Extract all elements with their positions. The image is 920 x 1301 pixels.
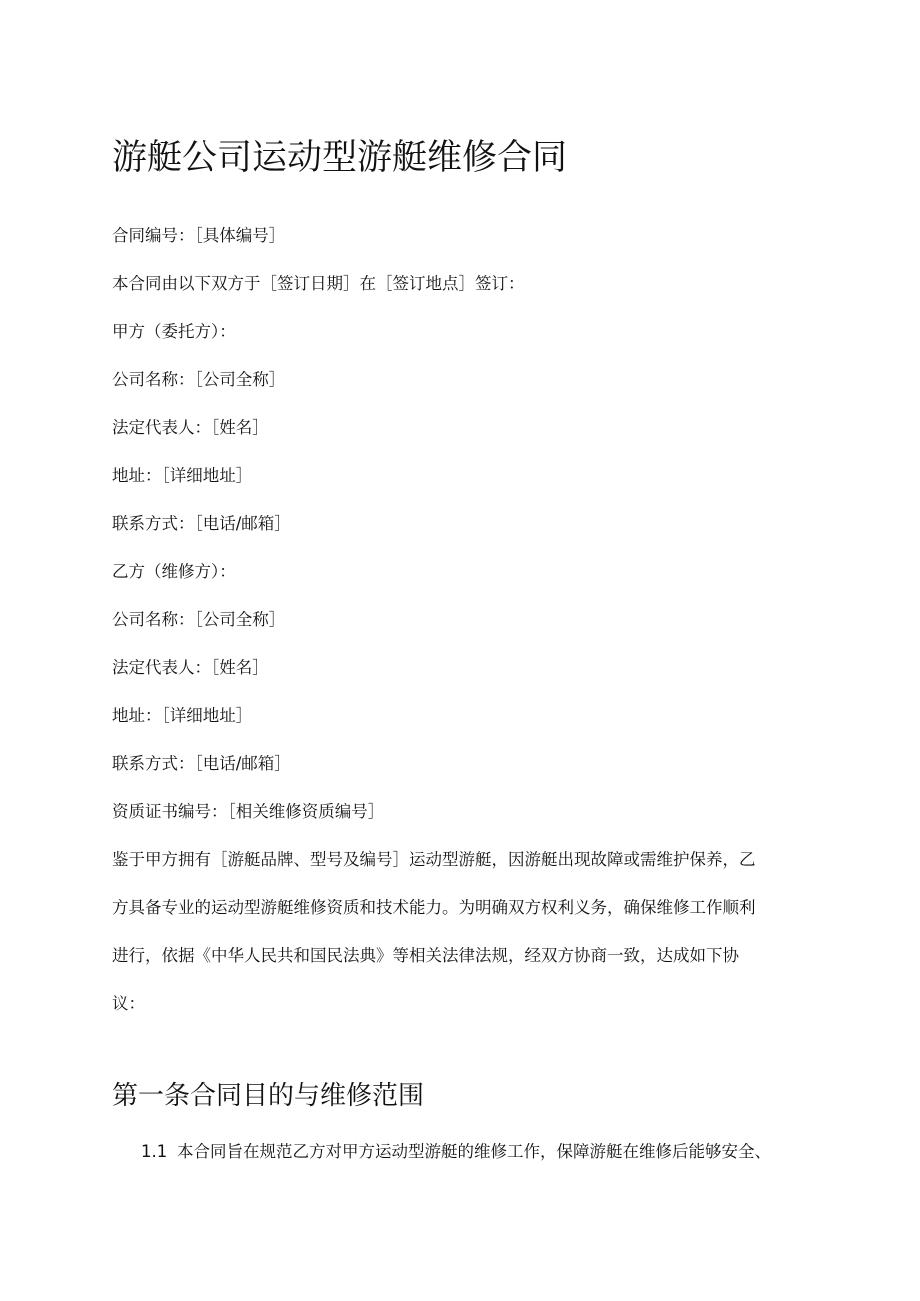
preamble-line: 鉴于甲方拥有［游艇品牌、型号及编号］运动型游艇，因游艇出现故障或需维护保养，乙	[112, 850, 756, 869]
party-a-heading: 甲方（委托方）：	[112, 322, 236, 341]
clause-text: 本合同旨在规范乙方对甲方运动型游艇的维修工作，保障游艇在维修后能够安全、	[177, 1142, 771, 1161]
party-a-address: 地址：［详细地址］	[112, 466, 253, 485]
contract-number-line: 合同编号：［具体编号］	[112, 226, 286, 245]
signing-info-line: 本合同由以下双方于［签订日期］在［签订地点］签订：	[112, 274, 525, 293]
party-b-address: 地址：［详细地址］	[112, 706, 253, 725]
document-title: 游艇公司运动型游艇维修合同	[112, 138, 568, 178]
party-a-legal-representative: 法定代表人：［姓名］	[112, 418, 269, 437]
party-b-company-name: 公司名称：［公司全称］	[112, 610, 286, 629]
section-1-heading: 第一条合同目的与维修范围	[112, 1081, 425, 1111]
clause-1-1	[141, 1140, 771, 1164]
clause-number: 1.1	[141, 1142, 168, 1161]
party-a-contact: 联系方式：［电话/邮箱］	[112, 514, 291, 533]
party-a-company-name: 公司名称：［公司全称］	[112, 370, 286, 389]
preamble-line: 方具备专业的运动型游艇维修资质和技术能力。为明确双方权利义务，确保维修工作顺利	[112, 898, 756, 917]
party-b-legal-representative: 法定代表人：［姓名］	[112, 658, 269, 677]
party-b-heading: 乙方（维修方）：	[112, 562, 236, 581]
party-b-contact: 联系方式：［电话/邮箱］	[112, 754, 291, 773]
preamble-line: 进行，依据《中华人民共和国民法典》等相关法律法规，经双方协商一致，达成如下协	[112, 946, 739, 965]
preamble-line: 议：	[112, 994, 145, 1013]
party-b-certificate-number: 资质证书编号：［相关维修资质编号］	[112, 802, 385, 821]
